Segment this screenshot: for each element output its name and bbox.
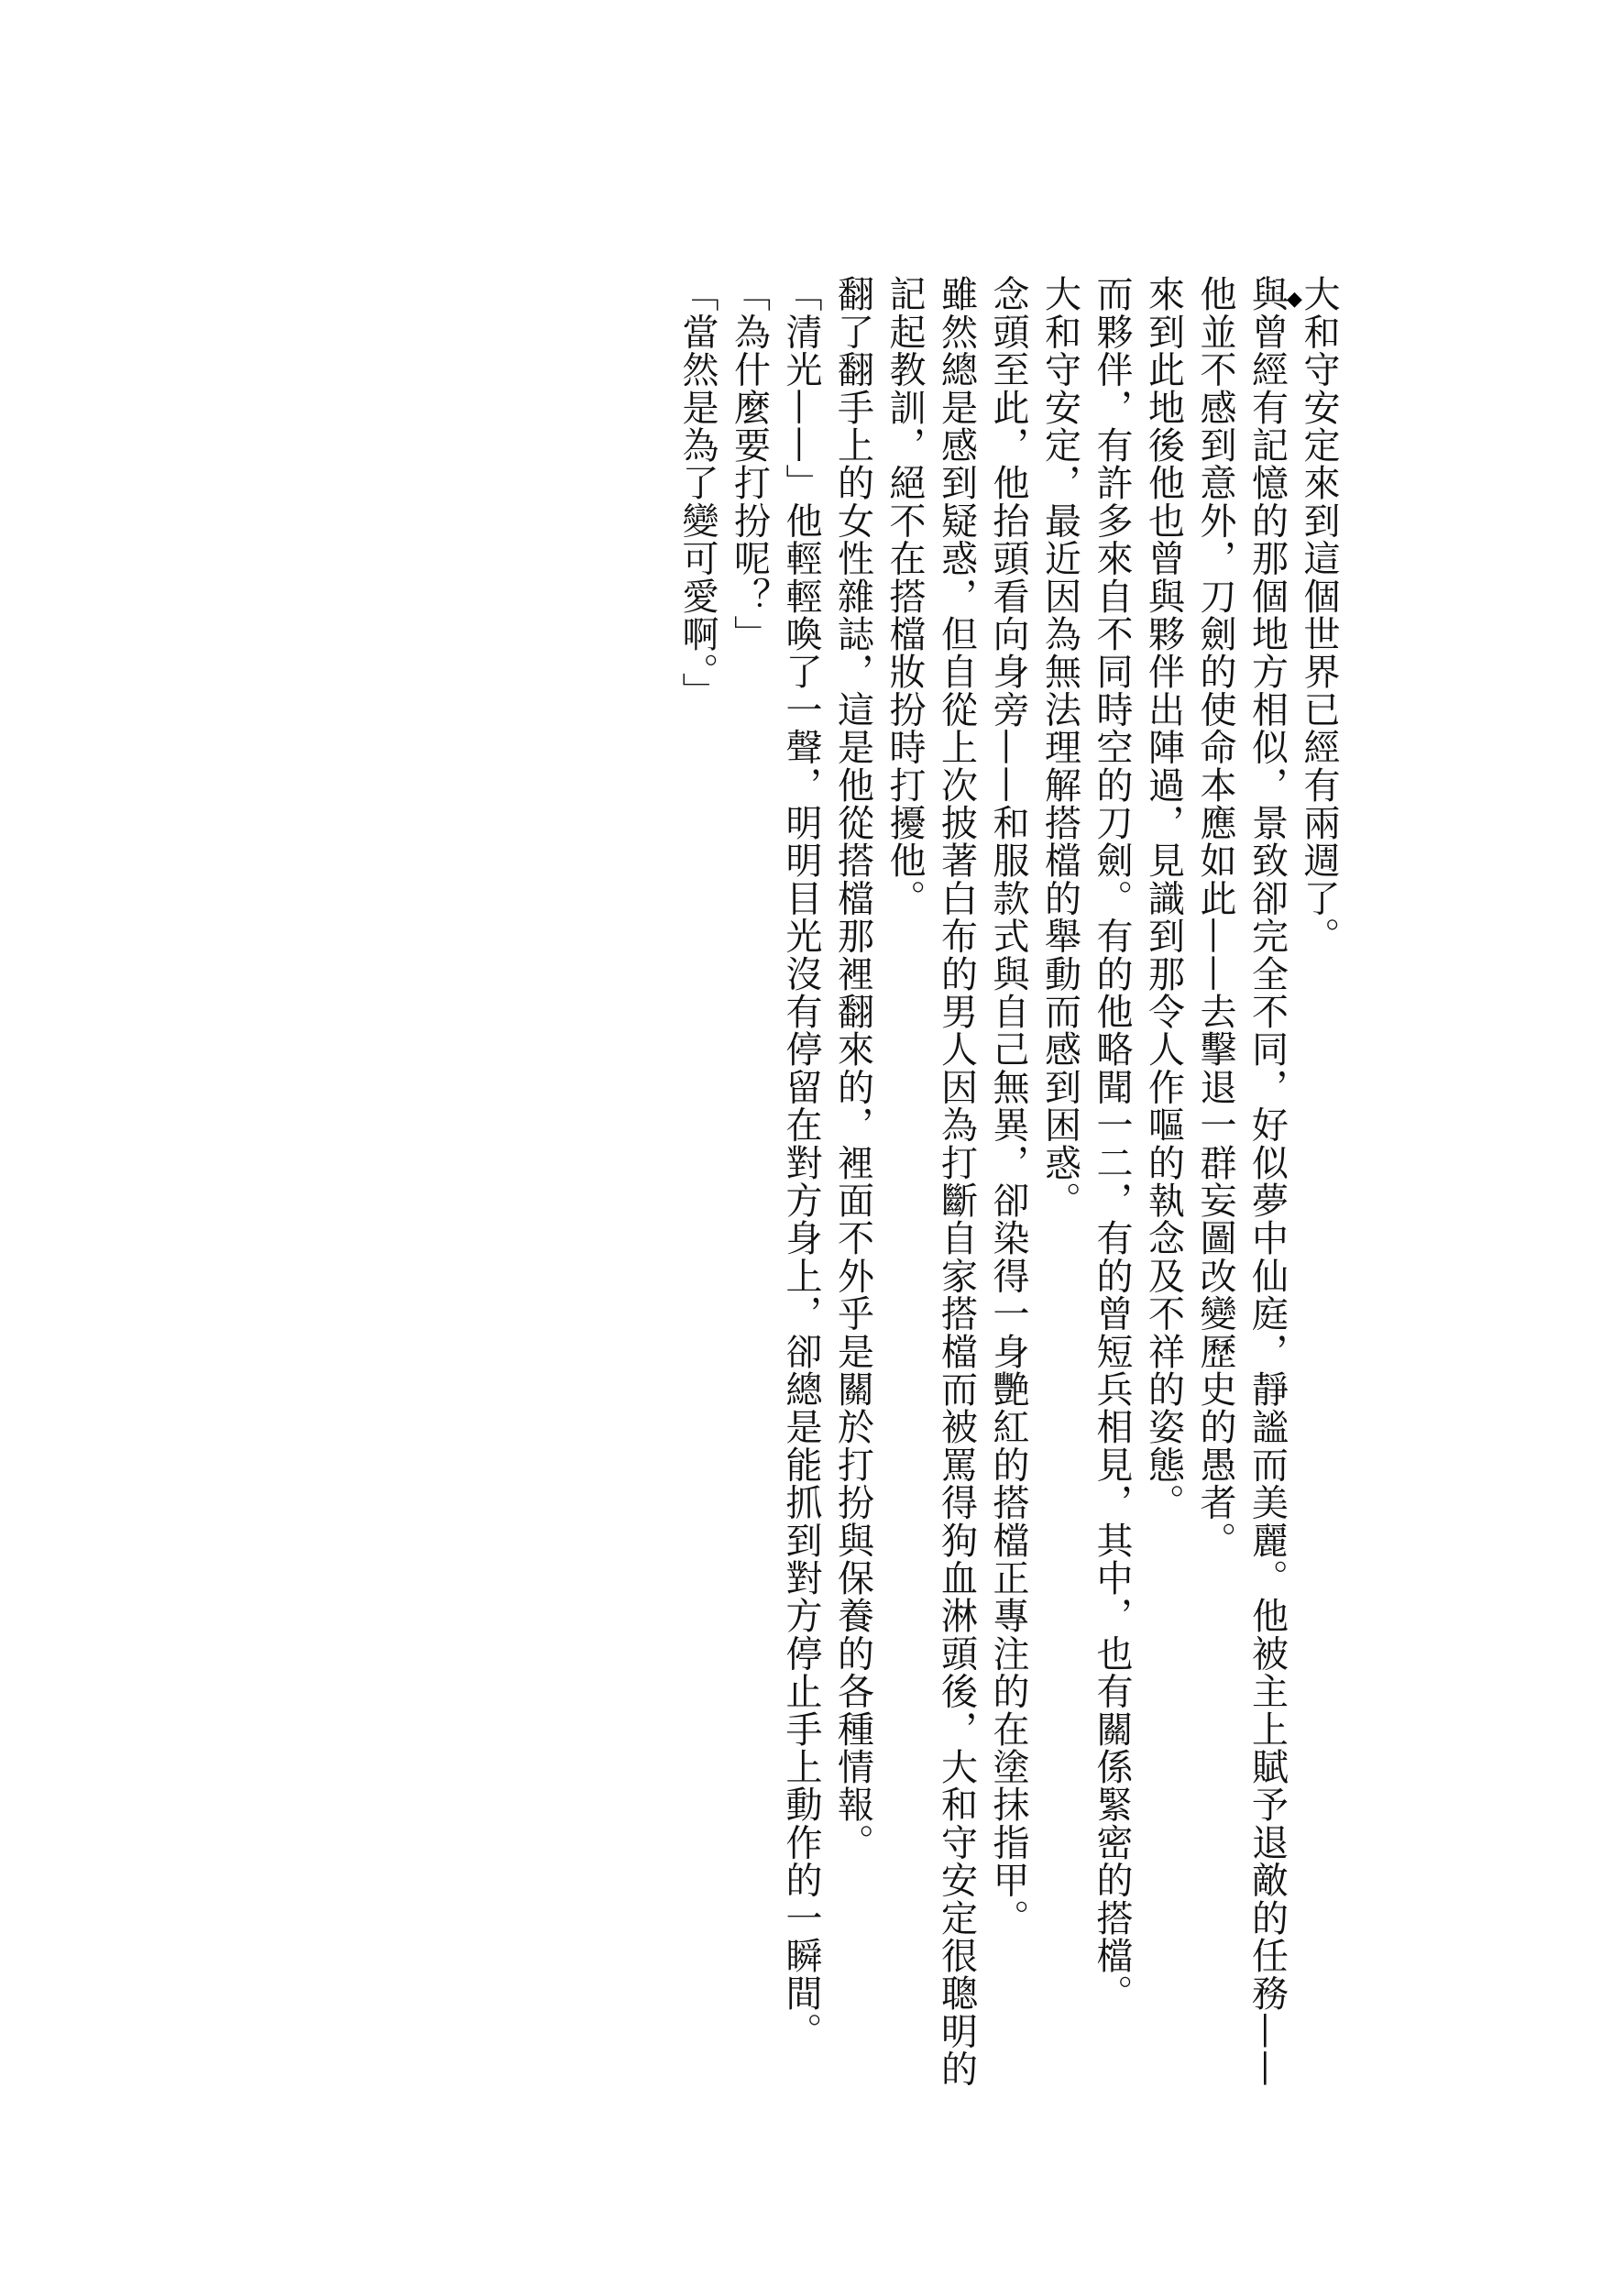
vertical-text-body: [672, 275, 1345, 2099]
diamond-ornament-icon: ◆: [1287, 288, 1302, 311]
paragraph: 而夥伴，有許多來自不同時空的刀劍。有的他略聞一二，有的曾短兵相見，其中，也有關係緊密的搭檔。: [1091, 275, 1133, 2013]
paragraph: 雖然總是感到疑惑，但自從上次披著白布的男人因為打斷自家搭檔而被罵得狗血淋頭後，大和守安定很聰明的記起教訓，絕不在搭檔妝扮時打擾他。: [883, 275, 978, 2088]
paragraph: 「當然是為了變可愛啊。」: [676, 275, 719, 710]
paragraph: 大和守安定來到這個世界已經有兩週了。: [1298, 275, 1340, 955]
paragraph: 大和守安定，最近因為無法理解搭檔的舉動而感到困惑。: [1038, 275, 1081, 1219]
paragraph: 與曾經有記憶的那個地方相似，景致卻完全不同，好似夢中仙庭，靜謐而美麗。他被主上賦予退敵的任務——他並不感到意外，刀劍的使命本應如此——去擊退一群妄圖改變歷史的愚者。: [1194, 275, 1289, 2088]
paragraph: 來到此地後他也曾與夥伴出陣過，見識到那令人作嘔的執念及不祥的姿態。: [1142, 275, 1185, 1521]
paragraph: 念頭至此，他抬頭看向身旁——和服款式與自己無異，卻染得一身艷紅的搭檔正專注的在塗抹指甲。: [987, 275, 1029, 1937]
paragraph: 「清光——」他輕輕喚了一聲，明明目光沒有停留在對方身上，卻總是能抓到對方停止手上動作的一瞬間。: [780, 275, 822, 2050]
paragraph: 翻了翻手上的女性雜誌，這是他從搭檔那裡翻來的，裡面不外乎是關於打扮與保養的各種情報。: [831, 275, 874, 1862]
paragraph: 「為什麼要打扮呢？」: [728, 275, 771, 653]
